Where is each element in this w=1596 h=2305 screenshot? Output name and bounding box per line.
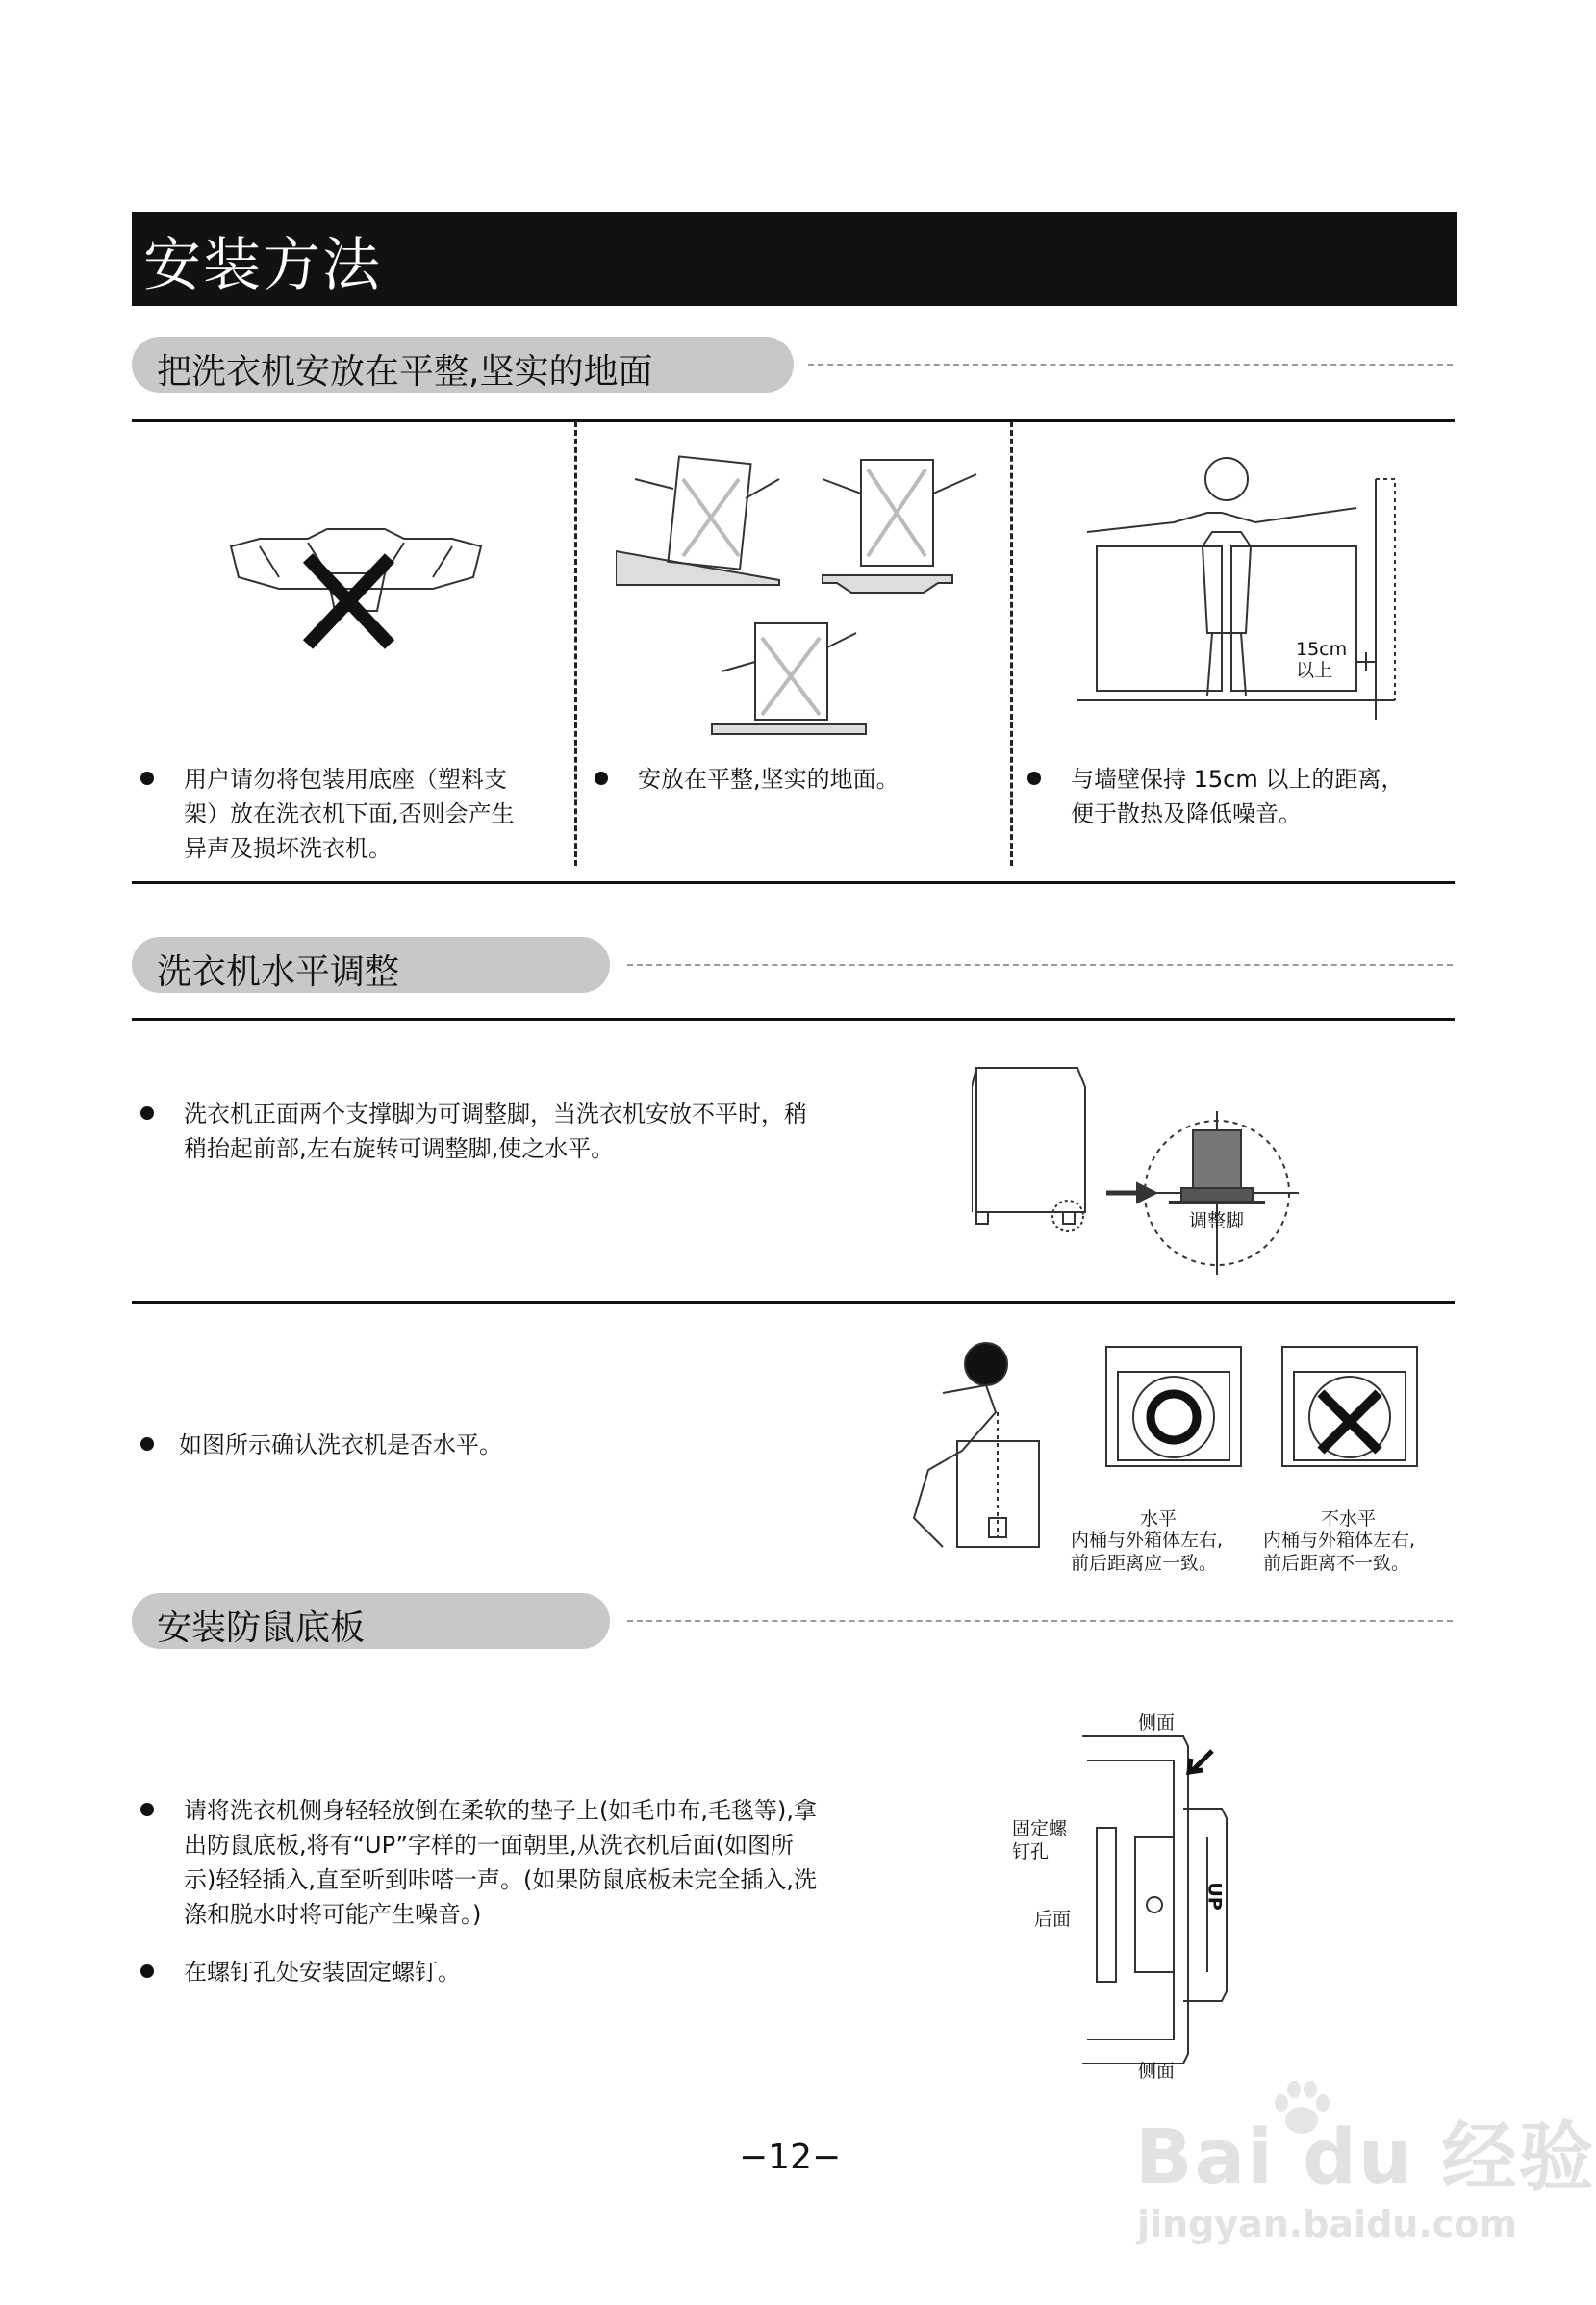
rodent-board-illustration bbox=[1077, 1732, 1270, 2078]
list-item: 洗衣机正面两个支撑脚为可调整脚，当洗衣机安放不平时，稍 稍抬起前部,左右旋转可调整脚,使之水平。 bbox=[140, 1097, 910, 1174]
level-label: 水平 bbox=[1140, 1508, 1178, 1530]
wall-distance-label: 15cm bbox=[1296, 639, 1348, 660]
list-item: 用户请勿将包装用底座（塑料支 架）放在洗衣机下面,否则会产生 异声及损坏洗衣机。 bbox=[140, 762, 564, 868]
not-level-caption: 内桶与外箱体左右, bbox=[1263, 1530, 1416, 1551]
section-heading-level: 洗衣机水平调整 bbox=[132, 937, 610, 993]
heading-dashed-line bbox=[627, 964, 1453, 966]
packing-base-illustration bbox=[221, 519, 491, 664]
section-rule bbox=[132, 881, 1455, 884]
heading-dashed-line bbox=[627, 1620, 1453, 1622]
wall-distance-label-2: 以上 bbox=[1296, 660, 1333, 681]
screw-hole-label: 固定螺 bbox=[1012, 1818, 1068, 1839]
bullet-dot bbox=[1027, 772, 1041, 785]
bullet-dot bbox=[140, 1437, 154, 1451]
section-rule bbox=[132, 1301, 1455, 1304]
bullet-dot bbox=[595, 772, 608, 785]
bullet-dot bbox=[140, 1964, 154, 1978]
uneven-floor-illustration bbox=[616, 441, 991, 748]
screw-hole-label-2: 钉孔 bbox=[1012, 1841, 1050, 1862]
adjustable-foot-illustration bbox=[972, 1058, 1308, 1279]
level-caption-2: 前后距离应一致。 bbox=[1071, 1553, 1218, 1574]
level-comparison-illustration bbox=[1104, 1345, 1441, 1470]
heading-dashed-line bbox=[808, 364, 1453, 366]
page-number: −12− bbox=[739, 2138, 842, 2177]
watermark-logo: Bai du 经验 bbox=[1135, 2115, 1596, 2201]
section-rule bbox=[132, 419, 1455, 422]
bullet-dot bbox=[140, 1803, 154, 1816]
column-divider bbox=[574, 421, 577, 866]
bullet-dot bbox=[140, 772, 154, 785]
not-level-label: 不水平 bbox=[1321, 1508, 1377, 1530]
adjust-foot-label: 调整脚 bbox=[1189, 1210, 1245, 1231]
list-item: 安放在平整,坚实的地面。 bbox=[595, 762, 999, 800]
list-item: 在螺钉孔处安装固定螺钉。 bbox=[140, 1955, 814, 1993]
back-label: 后面 bbox=[1034, 1909, 1072, 1930]
page-title-bar bbox=[132, 212, 1457, 306]
list-item: 如图所示确认洗衣机是否水平。 bbox=[140, 1428, 814, 1466]
up-mark: UP bbox=[1203, 1882, 1226, 1911]
person-checking-illustration bbox=[904, 1335, 1044, 1557]
section-heading-rodent-board: 安装防鼠底板 bbox=[132, 1593, 610, 1649]
column-divider bbox=[1010, 421, 1013, 866]
list-item: 请将洗衣机侧身轻轻放倒在柔软的垫子上(如毛巾布,毛毯等),拿 出防鼠底板,将有“UP”字样的一面朝里,从洗衣机后面(如图所 示)轻轻插入,直至听到咔嗒一声。(如果防鼠底板未完全插入,洗 涤和脱水时将可能产生噪音。) bbox=[140, 1793, 910, 1938]
not-level-caption-2: 前后距离不一致。 bbox=[1263, 1553, 1410, 1574]
page-title: 安装方法 bbox=[143, 232, 382, 299]
bullet-dot bbox=[140, 1106, 154, 1120]
side-label-bottom: 侧面 bbox=[1138, 2061, 1176, 2082]
watermark-url: jingyan.baidu.com bbox=[1137, 2203, 1517, 2245]
level-caption: 内桶与外箱体左右, bbox=[1071, 1530, 1224, 1551]
section-rule bbox=[132, 1018, 1455, 1021]
wall-distance-illustration bbox=[1068, 441, 1414, 734]
section-heading-floor: 把洗衣机安放在平整,坚实的地面 bbox=[132, 337, 794, 393]
list-item: 与墙壁保持 15cm 以上的距离， 便于散热及降低噪音。 bbox=[1027, 762, 1451, 839]
side-label-top: 侧面 bbox=[1138, 1712, 1176, 1734]
